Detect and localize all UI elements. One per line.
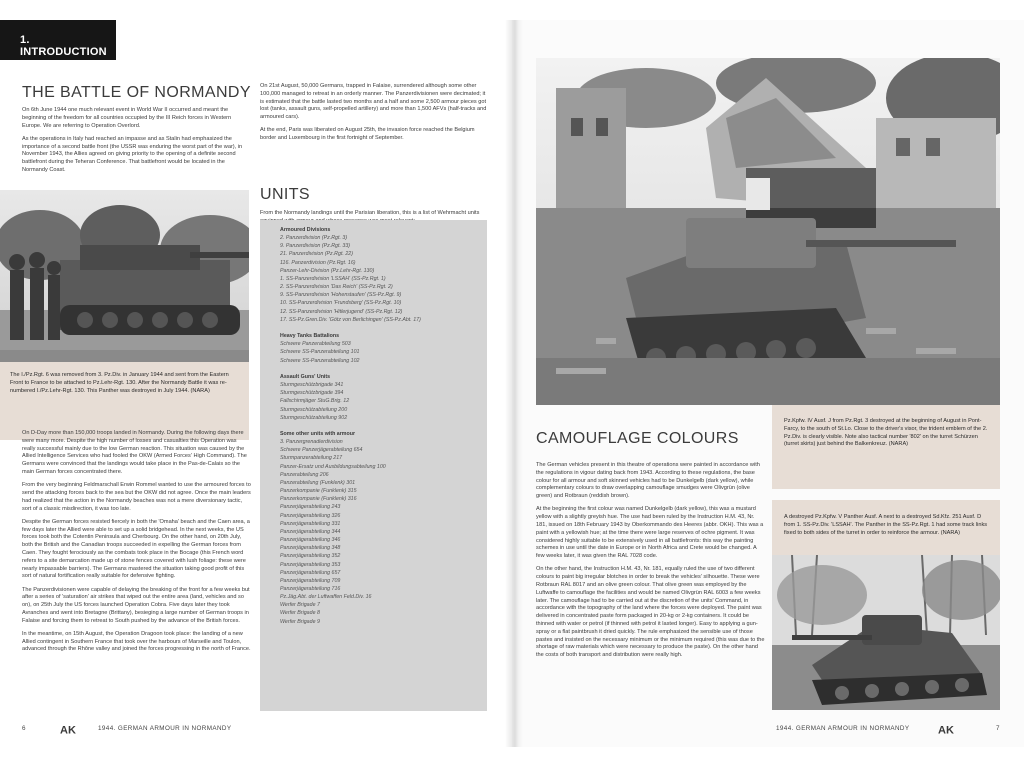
- spread-gutter: [505, 20, 523, 747]
- unit-group: [280, 373, 467, 422]
- camo-text: [536, 462, 766, 730]
- camo-paragraph: At the beginning the first colour was named Dunkelgelb (dark yellow), this was a mustard yellow with a slightly greyish hue. The use had been ruled by the Instruction H.M. 43, Nr. 181, issued on 18th February 1943 by Oberkommando des Heeres (abbr. OKH). This was a paint with a yellowish hue; at the time there were large reserves of ochre pigment. It was considered highly suitable to be extensively used in all battlefronts: this way the painting schemes in use until the date in Europe or in North Africa and Crete would be changed. A few weeks later, it was given the RAL 7028 code.: [536, 506, 764, 560]
- body-paragraph: Despite the German forces resisted fiercely in both the 'Omaha' beach and the Caen area, a few days later the Allied were able to set up a solid bridgehead. In the next weeks, the US forces took both the Cotentin Peninsula and Cherbourg. On the other hand, on 20th July, both the British and the Canadian troops succeeded in expelling the German forces from Caen. They fought ferociously as the combats took place in the Bocage (this French word refers to a site demarcation made up of stone fences covered with lush foliage: these were nearly impassable barriers). The Germans mastered the situation taking good profit of this sort of natural fortification really suitable for defensive fighting.: [22, 518, 250, 580]
- unit-item: Sturmgeschützbrigade 394: [280, 390, 344, 397]
- unit-item: Panzerjägerabteilung 344: [280, 528, 341, 535]
- panzer-iv-photo-image: [536, 58, 1000, 405]
- unit-item: Panzerjägerabteilung 326: [280, 512, 341, 519]
- unit-group-title: Assault Guns' Units: [280, 373, 331, 380]
- panzer-iv-caption: Pz.Kpfw. IV Ausf. J from Pz.Rgt. 3 destroyed at the beginning of August in Pont-Farcy, to the south of St.Lo. Close to the driver's visor, the trident emblem of the 2. Pz.Div. is clearly visible. Note also tactical number '802' on the turret Schürzen (turret skirts) just behind the Balkenkreuz. (NARA): [772, 405, 1000, 489]
- unit-item: 17. SS-Pz.Gren.Div. 'Götz von Berlichingen' (SS-Pz.Abt. 17): [280, 316, 421, 323]
- unit-item: 12. SS-Panzerdivision 'Hitlerjugend' (SS-Pz.Rgt. 12): [280, 308, 403, 315]
- left-footer-title: 1944. GERMAN ARMOUR IN NORMANDY: [98, 725, 232, 732]
- body-paragraph: In the meantime, on 15th August, the Operation Dragoon took place: the landing of a new Allied contingent in Southern France that took over the harbours of Marseille and Toulon, advanced through the Rhône valley and joined the forces progressing in the north of France.: [22, 630, 251, 653]
- intro-paragraph: As the operations in Italy had reached an impasse and as Stalin had emphasized the importance of a second battle front (the USSR was enduring the worst part of the war), in November 1943, the Allies agreed on giving priority to the opening of a definite second battlefront during the Teheran Conference. That battlefront would be located in the Normandy Coast.: [22, 135, 243, 173]
- right-page-number: 7: [996, 725, 1000, 732]
- unit-item: Sturmgeschützabteilung 902: [280, 414, 348, 421]
- section-tab: 1. INTRODUCTION: [0, 20, 116, 60]
- unit-item: Panzerjägerabteilung 353: [280, 561, 341, 568]
- panther-photo-image: [0, 190, 249, 382]
- units-intro-text: From the Normandy landings until the Parisian liberation, this is a list of Wehrmacht units: [260, 210, 480, 216]
- col2-paragraph: At the end, Paris was liberated on August 25th, the invasion force reached the Belgium border and Luxembourg in the first fortnight of September.: [260, 127, 475, 142]
- panther-wreck-photo-image: [772, 555, 1000, 710]
- body-paragraph: On D-Day more than 150,000 troops landed in Normandy. During the following days there were many more. Despite the high number of losses and casualties this Operation was really successful mainly due to the low German reaction. This situation was caused by the Allied Intelligence Services who had fooled the OKW (Armed Forces' High Command). The Germans were convinced that the landings would take place in the Pas-de-Calais so the main German forces concentrated there.: [22, 430, 247, 475]
- unit-group: [280, 430, 467, 626]
- camo-paragraph: The German vehicles present in this theatre of operations were painted in accordance with the regulations in vigour dating back from 1943. According to these regulations, the base colour for all armour and soft skinned vehicles had to be Dunkelgelb (dark yellow), while complementary colours to draw overlapping camouflage smudges were Olivgrün (olive green) and Rotbraun (reddish brown).: [536, 462, 760, 500]
- unit-item: Schwere SS-Panzerabteilung 102: [280, 357, 360, 364]
- unit-group-title: Heavy Tanks Battalions: [280, 333, 340, 340]
- right-footer-title: 1944. GERMAN ARMOUR IN NORMANDY: [776, 725, 910, 732]
- unit-group: [280, 226, 467, 324]
- unit-item: 10. SS-Panzerdivision 'Frundsberg' (SS-Pz.Rgt. 10): [280, 300, 402, 307]
- unit-item: 2. SS-Panzerdivision 'Das Reich' (SS-Pz.Rgt. 2): [280, 284, 393, 291]
- unit-item: Fallschirmjäger StuG.Brig. 12: [280, 398, 350, 405]
- unit-item: Sturmpanzerabteilung 217: [280, 455, 343, 462]
- right-page: [512, 20, 1024, 747]
- unit-item: Panzer-Ersatz und Ausbildungsabteilung 100: [280, 463, 386, 470]
- left-page: [0, 20, 512, 747]
- unit-item: 21. Panzerdivision (Pz.Rgt. 22): [280, 251, 354, 258]
- unit-item: 2. Panzerdivision (Pz.Rgt. 3): [280, 235, 348, 242]
- unit-item: Panzerkompanie (Funklenk) 316: [280, 496, 357, 503]
- unit-item: Schwere Panzerabteilung 503: [280, 341, 351, 348]
- unit-item: Panzerjägerabteilung 709: [280, 577, 341, 584]
- unit-item: Panzerjägerabteilung 352: [280, 553, 341, 560]
- unit-item: Schwere Panzerjägerabteilung 654: [280, 447, 363, 454]
- unit-item: 3. Panzergrenadierdivision: [280, 439, 343, 446]
- panther-photo: [0, 190, 249, 382]
- unit-item: 1. SS-Panzerdivision 'LSSAH' (SS-Pz.Rgt. 1): [280, 275, 386, 282]
- unit-item: Werfer Brigade 8: [280, 610, 320, 617]
- unit-group: [280, 332, 467, 365]
- ak-logo-text: AK: [60, 724, 76, 735]
- main-title: THE BATTLE OF NORMANDY: [22, 84, 251, 101]
- unit-item: Panzerkompanie (Funklenk) 315: [280, 488, 357, 495]
- unit-item: Panzerjägerabteilung 716: [280, 585, 341, 592]
- unit-group-title: Armoured Divisions: [280, 227, 331, 233]
- left-page-number: 6: [22, 725, 26, 732]
- unit-item: Werfer Brigade 9: [280, 618, 320, 625]
- panther-wreck-caption: A destroyed Pz.Kpfw. V Panther Ausf. A next to a destroyed Sd.Kfz. 251 Ausf. D from 1. SS-Pz.Div. 'LSSAH'. The Panther in the SS-Pz.Rgt. 1 had some track links fixed to both sides of the turret in order to reinforce the armour. (NARA): [772, 500, 1000, 572]
- ak-logo-icon: [60, 723, 80, 735]
- ak-logo-icon: [938, 723, 958, 735]
- unit-item: Panzerjägerabteilung 657: [280, 569, 341, 576]
- unit-item: 9. SS-Panzerdivision 'Hohenstaufen' (SS-Pz.Rgt. 9): [280, 292, 402, 299]
- unit-item: Pz.Jäg.Abt. der Luftwaffen Feld.Div. 16: [280, 594, 372, 601]
- units-title: UNITS: [260, 186, 310, 203]
- unit-item: Panzerjägerabteilung 348: [280, 545, 341, 552]
- panzer-iv-photo: [536, 58, 1000, 405]
- unit-item: Schwere SS-Panzerabteilung 101: [280, 349, 360, 356]
- unit-group-title: Some other units with armour: [280, 431, 356, 437]
- unit-item: Panzerabteilung 206: [280, 471, 329, 478]
- unit-item: Panzerjägerabteilung 243: [280, 504, 341, 511]
- unit-item: Panzerjägerabteilung 331: [280, 520, 341, 527]
- unit-item: 9. Panzerdivision (Pz.Rgt. 33): [280, 243, 351, 250]
- camo-paragraph: On the other hand, the Instruction H.M. 43, Nr. 181, equally ruled the use of two different colours to paint big irregular blotches in order to break the vehicles' silhouette. These were Rotbraun RAL 8017 and an olive green colour. That olive green was employed by the Luftwaffe to camouflage the facilities and would be named Olivgrün RAL 6003 a few weeks later. The camouflage had to be carried out at the discretion of the units' Command, in accordance with the topography of the land where the forces were deployed. The paint was delivered in concentrated paste form packaged in 20-kg or 2-kg containers. It could be thinned with water or petrol (if thinned with petrol it lasted longer). Easy to applying a gun-spray or a flat paintbrush it dried quickly. The rule emphasized the sensible use of those pastes and insisted on the necessary minimum or the minimum required (this was due to the shortage of raw materials which were necessary to produce the paste). On the other hand the costs of both transport and distribution were really high.: [536, 566, 765, 659]
- unit-item: Panzerabteilung (Funklenk) 301: [280, 479, 356, 486]
- panther-photo-caption: The I./Pz.Rgt. 6 was removed from 3. Pz.Div. in January 1944 and sent from the Eastern Front to France to be attached to Pz.Lehr-Rgt. 130. After the Normandy Battle it was re-numbered I./Pz.Lehr-Rgt. 130. This Panther was destroyed in July 1944. (NARA): [0, 362, 249, 440]
- unit-item: Panzer-Lehr-Division (Pz.Lehr-Rgt. 130): [280, 267, 375, 274]
- intro-paragraph: On 6th June 1944 one much relevant event in World War II occurred and meant the beginning of the freedom for all countries occupied by the III Reich forces in Western Europe. We are referring to Operation Overlord.: [22, 107, 232, 129]
- unit-item: Sturmgeschützabteilung 200: [280, 406, 348, 413]
- body-paragraph: From the very beginning Feldmarschall Erwin Rommel wanted to use the armoured forces to send the attacking forces back to the sea but the OKW did not agree. Once the main leaders had realized that the action in the Normandy beaches was not a mere diversionary tactic, sort of a classic misdirection, it was too late.: [22, 482, 251, 512]
- ak-logo-text: AK: [938, 724, 954, 735]
- col2-text: [260, 83, 490, 173]
- units-box: [260, 220, 487, 711]
- body-text: [22, 430, 251, 720]
- panther-wreck-photo: [772, 555, 1000, 710]
- unit-item: Werfer Brigade 7: [280, 602, 320, 609]
- col2-paragraph: On 21st August, 50,000 Germans, trapped in Falaise, surrendered although some other 100,000 managed to retreat in an orderly manner. The Panzerdivisionen were decimated; it is estimated that the battle lasted two months and a half and some 2,500 armour pieces got lost (tanks, assault guns, self-propelled artillery) and more than 1,500 AFVs (half-tracks and armoured cars).: [260, 83, 487, 121]
- unit-item: Panzerjägerabteilung 346: [280, 537, 341, 544]
- body-paragraph: The Panzerdivisionen were capable of delaying the breaking of the front for a few weeks but after a series of 'saturation' air strikes that wiped out the entire area (land, vehicles and so on), on 25th July the US forces launched Operation Cobra. Five days later they took Avranches and went into Bretagne (Brittany), besieging a large number of German troops in Falaise and forcing them to retreat to South pushed by the advance of the British forces.: [22, 586, 250, 624]
- camo-title: CAMOUFLAGE COLOURS: [536, 430, 739, 447]
- unit-item: Sturmgeschützbrigade 341: [280, 382, 344, 389]
- unit-item: 116. Panzerdivision (Pz.Rgt. 16): [280, 259, 356, 266]
